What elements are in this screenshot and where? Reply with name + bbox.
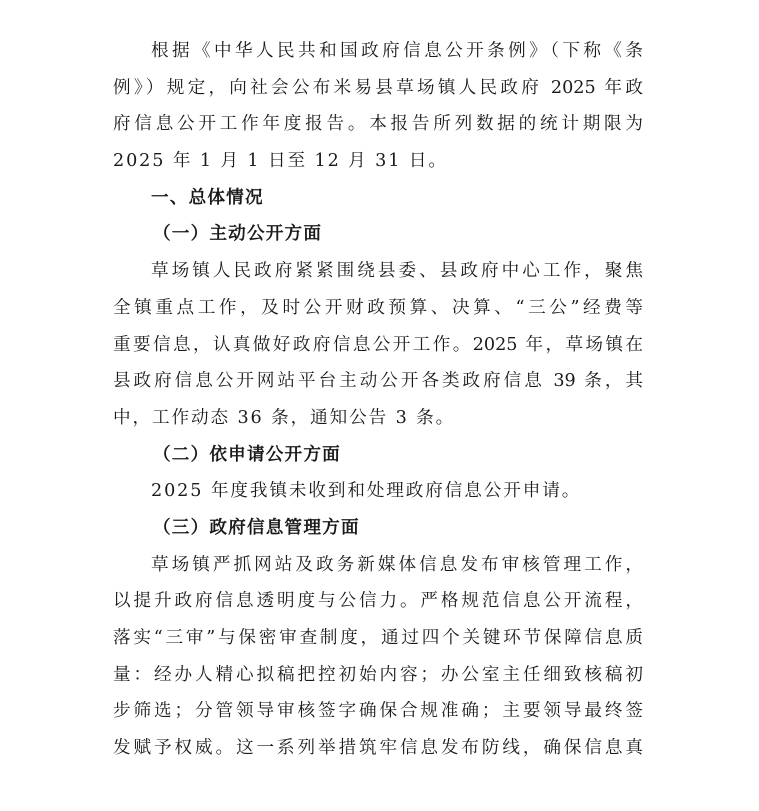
paragraph-line: 发赋予权威。这一系列举措筑牢信息发布防线，确保信息真 bbox=[113, 738, 643, 759]
paragraph-line: 2025 年度我镇未收到和处理政府信息公开申请。 bbox=[151, 481, 582, 502]
paragraph-line: 草场镇人民政府紧紧围绕县委、县政府中心工作，聚焦 bbox=[151, 261, 643, 282]
subsection-heading-proactive: （一）主动公开方面 bbox=[153, 224, 323, 245]
subsection-heading-on-request: （二）依申请公开方面 bbox=[153, 444, 341, 465]
subsection-heading-management: （三）政府信息管理方面 bbox=[153, 517, 360, 538]
paragraph-line: 重要信息，认真做好政府信息公开工作。2025 年，草场镇在 bbox=[113, 334, 643, 355]
paragraph-line: 以提升政府信息透明度与公信力。严格规范信息公开流程， bbox=[113, 591, 643, 612]
paragraph-line: 县政府信息公开网站平台主动公开各类政府信息 39 条，其 bbox=[113, 371, 643, 392]
paragraph-line: 府信息公开工作年度报告。本报告所列数据的统计期限为 bbox=[113, 114, 643, 135]
paragraph-line: 中，工作动态 36 条，通知公告 3 条。 bbox=[113, 407, 456, 428]
paragraph-line: 量：经办人精心拟稿把控初始内容；办公室主任细致核稿初 bbox=[113, 664, 643, 685]
paragraph-line: 全镇重点工作，及时公开财政预算、决算、“三公”经费等 bbox=[113, 297, 643, 318]
section-heading-overview: 一、总体情况 bbox=[151, 187, 264, 208]
paragraph-line: 落实“三审”与保密审查制度，通过四个关键环节保障信息质 bbox=[113, 628, 643, 648]
paragraph-line: 2025 年 1 月 1 日至 12 月 31 日。 bbox=[113, 151, 448, 172]
paragraph-line: 根据《中华人民共和国政府信息公开条例》（下称《条 bbox=[151, 41, 643, 61]
paragraph-line: 例》）规定，向社会公布米易县草场镇人民政府 2025 年政 bbox=[113, 77, 643, 98]
report-body bbox=[113, 33, 643, 767]
paragraph-line: 草场镇严抓网站及政务新媒体信息发布审核管理工作， bbox=[151, 554, 643, 575]
paragraph-line: 步筛选；分管领导审核签字确保合规准确；主要领导最终签 bbox=[113, 701, 643, 722]
